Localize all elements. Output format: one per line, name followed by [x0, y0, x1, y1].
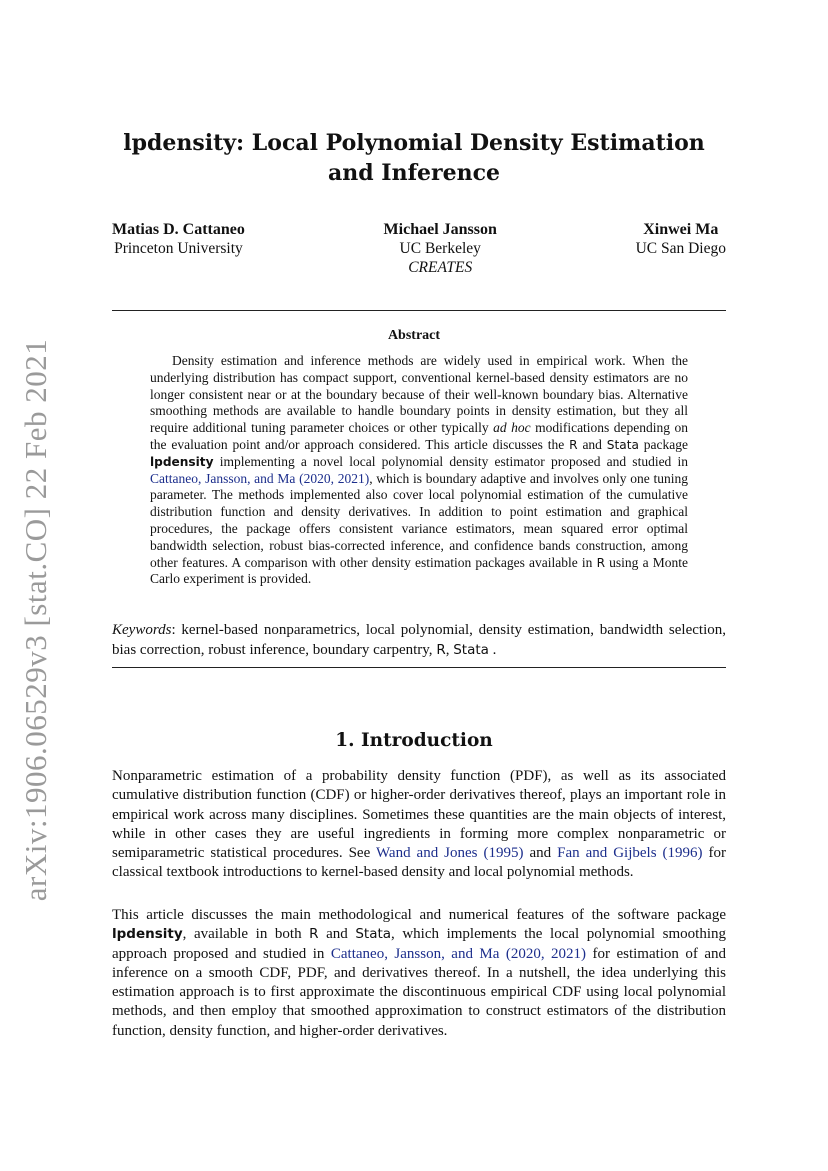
abstract-text: implementing a novel local polynomial density estimator proposed and studied in	[213, 453, 688, 469]
author-name: Matias D. Cattaneo	[112, 221, 245, 238]
software-name-stata: Stata	[606, 437, 639, 452]
title-line-1: lpdensity: Local Polynomial Density Estimation	[123, 130, 705, 156]
author-name: Xinwei Ma	[643, 221, 719, 238]
arxiv-sidebar	[14, 338, 58, 902]
author-affiliation-secondary: CREATES	[408, 259, 473, 276]
software-name-stata: Stata	[453, 641, 489, 658]
abstract-body	[150, 353, 688, 588]
software-name-r: R	[309, 926, 319, 943]
paragraph-text: for estimation of and inference on a smooth CDF, PDF, and derivatives thereof. In a nutshell, the idea underlying this estimation approach is to first approximate the discontinuous empirical CDF using local polynomial methods, and then employ that smoothed approximation to construct estimators of the distribution function, density function, and higher-order derivatives.	[112, 945, 726, 1039]
author-affiliation: Princeton University	[114, 240, 243, 257]
citation-link[interactable]: Wand and Jones	[375, 845, 478, 862]
abstract-top-rule	[112, 310, 726, 311]
title-line-2: and Inference	[327, 160, 500, 186]
abstract-heading: Abstract	[387, 328, 441, 343]
citation-link[interactable]: Fan and Gijbels	[557, 845, 657, 862]
software-name-stata: Stata	[355, 926, 392, 943]
paragraph-text: Nonparametric estimation of a probability density function (PDF), as well as its associated cumulative distribution function (CDF) or higher-order derivatives thereof, plays an important role in empirical work across many disciplines. Sometimes these quantities are the main objects of interest, while in other cases they are useful ingredients in forming more complex nonparametric or semiparametric statistical procedures. See	[112, 768, 726, 862]
paragraph-text: and	[318, 926, 356, 943]
abstract-text: and	[577, 436, 607, 452]
software-name-r: R	[596, 555, 606, 570]
citation-year-link[interactable]: (1995)	[483, 845, 524, 862]
package-name: lpdensity	[112, 926, 183, 943]
abstract-bottom-rule	[112, 667, 726, 668]
section-heading-introduction: 1. Introduction	[335, 730, 493, 751]
author-2	[384, 220, 497, 277]
software-name-r: R	[436, 641, 446, 658]
citation-link[interactable]: Cattaneo, Jansson, and Ma	[330, 945, 500, 962]
keywords-text: : kernel-based nonparametrics, local polynomial, density estimation, bandwidth selection, bias correction, robust inference, boundary carpentry,	[112, 622, 726, 658]
intro-paragraph-2	[112, 906, 726, 1041]
citation-year-link[interactable]: (1996)	[662, 845, 703, 862]
abstract-text: , which is boundary adaptive and involves only one tuning parameter. The methods implemented also cover local polynomial estimation of the cumulative distribution function and density derivatives. In addition to point estimation and graphical procedures, the package offers consistent variance estimators, mean squared error optimal bandwidth selection, robust bias-corrected inference, and confidence bands construction, among other features. A comparison with other density estimation packages available in	[150, 470, 688, 570]
abstract-text: using a Monte Carlo experiment is provided.	[150, 554, 689, 587]
keywords-separator: ,	[445, 641, 454, 658]
paper-title	[0, 128, 828, 188]
abstract-text: Density estimation and inference methods are widely used in empirical work. When the underlying distribution has compact support, conventional kernel-based density estimators are no longer consistent near or at the boundary because of their well-known boundary bias. Alternative smoothing methods are available to handle boundary points in density estimation, but they all require additional tuning parameter choices or other typically	[150, 353, 688, 436]
paragraph-text: and	[523, 845, 558, 862]
keywords	[112, 621, 726, 660]
author-3	[636, 220, 726, 277]
author-1	[112, 220, 245, 277]
paragraph-text: , which implements the local polynomial smoothing approach proposed and studied in	[112, 926, 726, 962]
paragraph-text: for classical textbook introductions to kernel-based density and local polynomial methods.	[112, 845, 726, 881]
abstract-text: package	[638, 436, 688, 452]
author-block	[112, 220, 726, 277]
paragraph-text: This article discusses the main methodological and numerical features of the software package	[112, 907, 726, 923]
abstract-text: modifications depending on the evaluation point and/or approach considered. This article discusses the	[150, 420, 688, 452]
keywords-label: Keywords	[112, 622, 172, 638]
author-affiliation: UC Berkeley	[399, 240, 481, 257]
intro-paragraph-1	[112, 767, 726, 883]
package-name: lpdensity	[150, 454, 214, 469]
author-name: Michael Jansson	[383, 221, 497, 238]
citation-link[interactable]: Cattaneo, Jansson, and Ma	[150, 470, 296, 486]
paragraph-text: , available in both	[182, 926, 310, 943]
keywords-end: .	[488, 641, 497, 658]
citation-year-link[interactable]: (2020, 2021)	[299, 470, 370, 486]
citation-year-link[interactable]: (2020, 2021)	[505, 945, 587, 962]
arxiv-identifier: arXiv:1906.06529v3 [stat.CO] 22 Feb 2021	[18, 338, 53, 902]
software-name-r: R	[569, 437, 578, 452]
abstract-italic: ad hoc	[493, 420, 531, 436]
author-affiliation: UC San Diego	[635, 240, 726, 257]
